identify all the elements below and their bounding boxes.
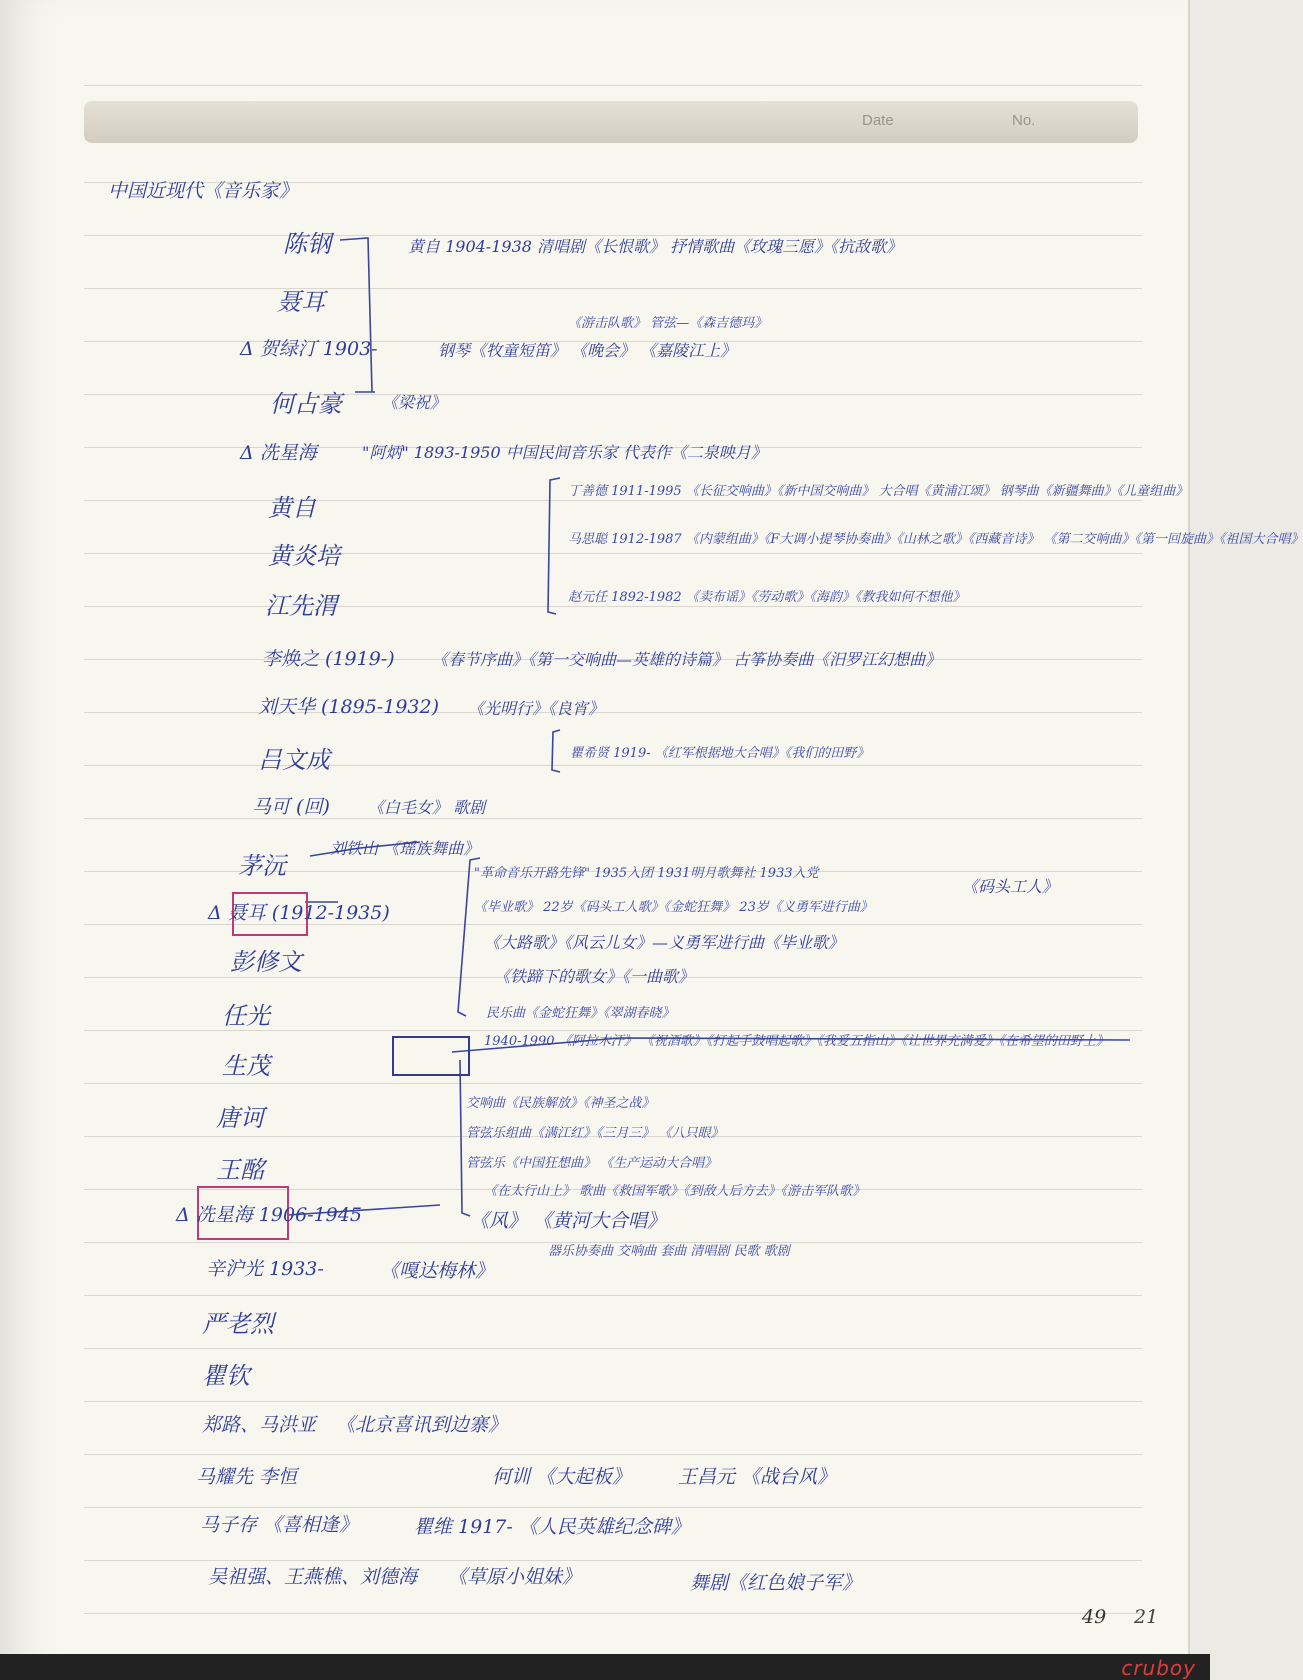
note-he-xun: 何训 《大起板》	[492, 1466, 632, 1488]
name-peng-xiuwen: 彭修文	[230, 948, 302, 976]
name-zheng-lu: 郑路、马洪亚	[202, 1414, 317, 1436]
name-nie-er-top: 聂耳	[277, 288, 325, 316]
bracket-huayanjun	[548, 478, 560, 614]
note-ding-shande: 丁善德 1911-1995 《长征交响曲》《新中国交响曲》 大合唱《黄浦江颂》 钢琴曲《新疆舞曲》《儿童组曲》	[568, 484, 1189, 499]
note-he-zhanhao: 《梁祝》	[382, 393, 447, 412]
note-xin-huguang: 《嘎达梅林》	[380, 1260, 495, 1282]
name-lv-wencheng: 吕文成	[258, 746, 330, 774]
name-jiang-xianwei: 江先渭	[265, 592, 337, 620]
note-ballet: 舞剧《红色娘子军》	[690, 1572, 862, 1594]
page-title: 中国近现代《音乐家》	[108, 180, 299, 202]
name-he-zhanhao: 何占豪	[270, 390, 342, 418]
note-nie-er-5: 民乐曲《金蛇狂舞》《翠湖春晓》	[486, 1006, 675, 1021]
note-xian-7: 器乐协奏曲 交响曲 套曲 清唱剧 民歌 歌剧	[548, 1244, 790, 1259]
bracket-qu	[552, 730, 560, 772]
note-nie-er-1: "革命音乐开路先锋" 1935入团 1931明月歌舞社 1933入党	[474, 866, 819, 881]
note-wu-zuqiang: 《草原小姐妹》	[448, 1566, 582, 1588]
name-xian-xinghai: Δ 冼星海 1906-1945	[176, 1204, 362, 1226]
name-li-huanzhi: 李焕之 (1919-)	[262, 648, 395, 670]
name-tang-he: 唐诃	[216, 1104, 264, 1132]
name-nie-er: Δ 聂耳 (1912-1935)	[208, 902, 390, 924]
note-dock-workers: 《码头工人》	[962, 877, 1059, 896]
name-qu-qin: 瞿钦	[202, 1362, 250, 1390]
name-chen-gang: 陈钢	[283, 230, 331, 258]
note-liu-tianhua: 《光明行》《良宵》	[468, 699, 605, 718]
name-huang-zi: 黄自	[268, 494, 316, 522]
note-chen-gang: 黄自 1904-1938 清唱剧《长恨歌》 抒情歌曲《玫瑰三愿》《抗敌歌》	[408, 237, 903, 256]
note-xian-1: 1940-1990 《阿拉木汗》 《祝酒歌》《打起手鼓唱起歌》《我爱五指山》《让世界充满爱》《在希望的田野上》	[484, 1034, 1109, 1049]
name-sheng-mao: 生茂	[222, 1052, 270, 1080]
note-hua-yanjun: "阿炳" 1893-1950 中国民间音乐家 代表作《二泉映月》	[362, 443, 767, 462]
bracket-nie-er	[458, 858, 480, 1016]
note-ma-ke: 《白毛女》 歌剧	[368, 798, 486, 817]
name-yan-laolie: 严老烈	[202, 1310, 274, 1338]
note-nie-er-3: 《大路歌》《风云儿女》—义勇军进行曲《毕业歌》	[484, 933, 845, 952]
name-liu-tianhua: 刘天华 (1895-1932)	[258, 696, 439, 718]
note-xian-6: 《风》 《黄河大合唱》	[470, 1210, 667, 1232]
note-xian-5: 《在太行山上》 歌曲《救国军歌》《到敌人后方去》《游击军队歌》	[484, 1184, 866, 1199]
note-ma-sicong: 马思聪 1912-1987 《内蒙组曲》《F大调小提琴协奏曲》《山林之歌》《西藏音诗》 《第二交响曲》《第一回旋曲》《祖国大合唱》	[568, 532, 1303, 547]
note-mao-yuan: 刘铁山 《瑶族舞曲》	[330, 839, 480, 858]
note-qu-xixian: 瞿希贤 1919- 《红军根据地大合唱》《我们的田野》	[570, 746, 870, 761]
note-wang-changyuan: 王昌元 《战台风》	[678, 1466, 837, 1488]
note-he-lvting-works: 钢琴《牧童短笛》 《晚会》 《嘉陵江上》	[438, 341, 737, 360]
page-number: 21	[1134, 1606, 1159, 1628]
note-he-lvting-top: 《游击队歌》 管弦—《森吉德玛》	[568, 316, 768, 331]
name-ma-ke: 马可 (回)	[252, 796, 330, 818]
note-qu-wei: 瞿维 1917- 《人民英雄纪念碑》	[414, 1516, 690, 1538]
watermark: cruboy	[1121, 1656, 1196, 1680]
name-he-lvting: Δ 贺绿汀 1903-	[240, 338, 378, 360]
note-xian-4: 管弦乐《中国狂想曲》 《生产运动大合唱》	[466, 1156, 718, 1171]
note-ma-ziyou: 马子存 《喜相逢》	[200, 1514, 359, 1536]
note-zhao-yuanren: 赵元任 1892-1982 《卖布谣》《劳动歌》《海韵》《教我如何不想他》	[568, 590, 966, 605]
note-li-huanzhi: 《春节序曲》《第一交响曲—英雄的诗篇》 古筝协奏曲《汨罗江幻想曲》	[432, 650, 942, 669]
name-hua-yanjun: Δ 冼星海	[240, 442, 317, 464]
chen-gang-link	[340, 238, 372, 392]
note-nie-er-4: 《铁蹄下的歌女》《一曲歌》	[494, 967, 695, 986]
date-label: Date	[862, 112, 894, 129]
note-xian-2: 交响曲《民族解放》《神圣之战》	[466, 1096, 655, 1111]
note-xian-3: 管弦乐组曲《满江红》《三月三》 《八只眼》	[466, 1126, 724, 1141]
name-wang-ming: 王酩	[216, 1156, 264, 1184]
name-ren-guang: 任光	[222, 1002, 270, 1030]
name-ma-yaoxian: 马耀先 李恒	[196, 1466, 298, 1488]
shi-guangnan-box	[392, 1036, 470, 1076]
name-mao-yuan: 茅沅	[238, 852, 286, 880]
name-wu-zuqiang: 吴祖强、王燕樵、刘德海	[208, 1566, 418, 1588]
page-mark: 49	[1082, 1606, 1107, 1628]
note-zheng-lu: 《北京喜讯到边寨》	[336, 1414, 508, 1436]
bottom-edge	[0, 1654, 1210, 1680]
note-nie-er-2: 《毕业歌》 22岁《码头工人歌》《金蛇狂舞》 23岁《义勇军进行曲》	[474, 900, 873, 915]
name-xin-huguang: 辛沪光 1933-	[206, 1258, 324, 1280]
name-huang-yanpei: 黄炎培	[268, 542, 340, 570]
no-label: No.	[1012, 112, 1036, 129]
